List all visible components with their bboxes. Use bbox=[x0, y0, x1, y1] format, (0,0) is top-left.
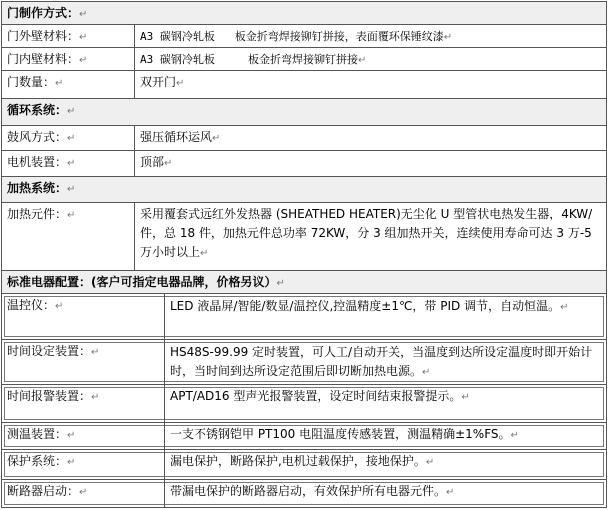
paragraph-mark-icon: ↵ bbox=[510, 430, 519, 441]
paragraph-mark-icon: ↵ bbox=[79, 32, 88, 43]
section-title: 加热系统： bbox=[7, 181, 68, 195]
section-heating bbox=[2, 177, 606, 203]
paragraph-mark-icon: ↵ bbox=[357, 55, 367, 66]
table-row-heater bbox=[2, 203, 606, 271]
row-label: 门内壁材料： bbox=[7, 52, 80, 66]
section-electrical bbox=[2, 271, 606, 294]
row-value: A3 碳钢冷轧板 板金折弯焊接铆钉拼接，表面覆环保锤纹漆 bbox=[140, 30, 444, 43]
row-label: 门数量： bbox=[7, 75, 56, 89]
table-row-alarm bbox=[2, 385, 606, 423]
paragraph-mark-icon: ↵ bbox=[67, 430, 76, 441]
section-door bbox=[2, 2, 606, 25]
paragraph-mark-icon: ↵ bbox=[461, 392, 470, 403]
row-label: 鼓风方式： bbox=[7, 130, 68, 144]
table-row-temp-controller bbox=[2, 294, 606, 340]
section-circulation bbox=[2, 99, 606, 126]
row-label: 测温装置： bbox=[7, 427, 68, 441]
paragraph-mark-icon: ↵ bbox=[276, 278, 285, 289]
paragraph-mark-icon: ↵ bbox=[55, 78, 64, 89]
row-value: 漏电保护，断路保护,电机过载保护，接地保护。 bbox=[170, 454, 426, 468]
paragraph-mark-icon: ↵ bbox=[67, 133, 76, 144]
paragraph-mark-icon: ↵ bbox=[446, 487, 455, 498]
row-value: 一支不锈钢铠甲 PT100 电阻温度传感装置，测温精确±1%FS。 bbox=[170, 427, 511, 441]
paragraph-mark-icon: ↵ bbox=[200, 248, 209, 259]
paragraph-mark-icon: ↵ bbox=[164, 158, 173, 169]
paragraph-mark-icon: ↵ bbox=[67, 210, 76, 221]
paragraph-mark-icon: ↵ bbox=[422, 367, 431, 378]
paragraph-mark-icon: ↵ bbox=[425, 457, 435, 468]
row-label: 加热元件： bbox=[7, 207, 68, 221]
row-label: 断路器启动： bbox=[7, 484, 80, 498]
table-row-motor bbox=[2, 151, 606, 177]
paragraph-mark-icon: ↵ bbox=[91, 392, 100, 403]
row-value: HS48S-99.99 定时装置，可人工/自动开关，当温度到达所设定温度时即开始计时，当时间到达所设定范围后即切断加热电源。 bbox=[170, 345, 593, 378]
paragraph-mark-icon: ↵ bbox=[212, 133, 221, 144]
row-label: 门外壁材料： bbox=[7, 29, 80, 43]
paragraph-mark-icon: ↵ bbox=[67, 158, 76, 169]
table-row-door-count bbox=[2, 71, 606, 99]
table-row-protection bbox=[2, 450, 606, 480]
paragraph-mark-icon: ↵ bbox=[79, 487, 88, 498]
row-label: 时间报警装置： bbox=[7, 389, 92, 403]
row-value: 采用覆套式远红外发热器 (SHEATHED HEATER)无尘化 U 型管状电热发生器，4KW/件，总 18 件，加热元件总功率 72KW，分 3 组加热开关，连续使用寿命可达 3 万-5 万小时以上 bbox=[140, 207, 593, 259]
table-row-timer bbox=[2, 340, 606, 385]
row-value: 顶部 bbox=[140, 155, 165, 169]
table-row-breaker bbox=[2, 480, 606, 507]
row-label: 电机装置： bbox=[7, 155, 68, 169]
row-value: LED 液晶屏/智能/数显/温控仪,控温精度±1℃，带 PID 调节，自动恒温。 bbox=[170, 299, 561, 313]
paragraph-mark-icon: ↵ bbox=[55, 301, 64, 312]
row-value: 强压循环运风 bbox=[140, 130, 213, 144]
section-title: 标准电器配置：(客户可指定电器品牌，价格另议） bbox=[7, 275, 277, 289]
row-label: 温控仪： bbox=[7, 298, 56, 312]
paragraph-mark-icon: ↵ bbox=[67, 106, 76, 117]
row-value: A3 碳钢冷轧板 板金折弯焊接铆钉拼接 bbox=[140, 53, 358, 66]
table-row-thermometer bbox=[2, 423, 606, 450]
row-value: 带漏电保护的断路器启动，有效保护所有电器元件。 bbox=[170, 484, 447, 498]
row-value: APT/AD16 型声光报警装置，设定时间结束报警提示。 bbox=[170, 389, 462, 403]
section-title: 门制作方式： bbox=[7, 6, 80, 20]
table-row-blower bbox=[2, 126, 606, 151]
paragraph-mark-icon: ↵ bbox=[176, 78, 185, 89]
paragraph-mark-icon: ↵ bbox=[560, 302, 569, 313]
spec-table bbox=[1, 1, 607, 508]
paragraph-mark-icon: ↵ bbox=[443, 32, 453, 43]
section-title: 循环系统： bbox=[7, 103, 68, 117]
paragraph-mark-icon: ↵ bbox=[67, 457, 76, 468]
row-value: 双开门 bbox=[140, 75, 177, 89]
row-label: 保护系统： bbox=[7, 454, 68, 468]
paragraph-mark-icon: ↵ bbox=[67, 184, 76, 195]
paragraph-mark-icon: ↵ bbox=[79, 55, 88, 66]
table-row-inner-wall bbox=[2, 48, 606, 71]
row-label: 时间设定装置： bbox=[7, 344, 92, 358]
paragraph-mark-icon: ↵ bbox=[79, 9, 88, 20]
paragraph-mark-icon: ↵ bbox=[91, 347, 100, 358]
table-row-outer-wall bbox=[2, 25, 606, 48]
